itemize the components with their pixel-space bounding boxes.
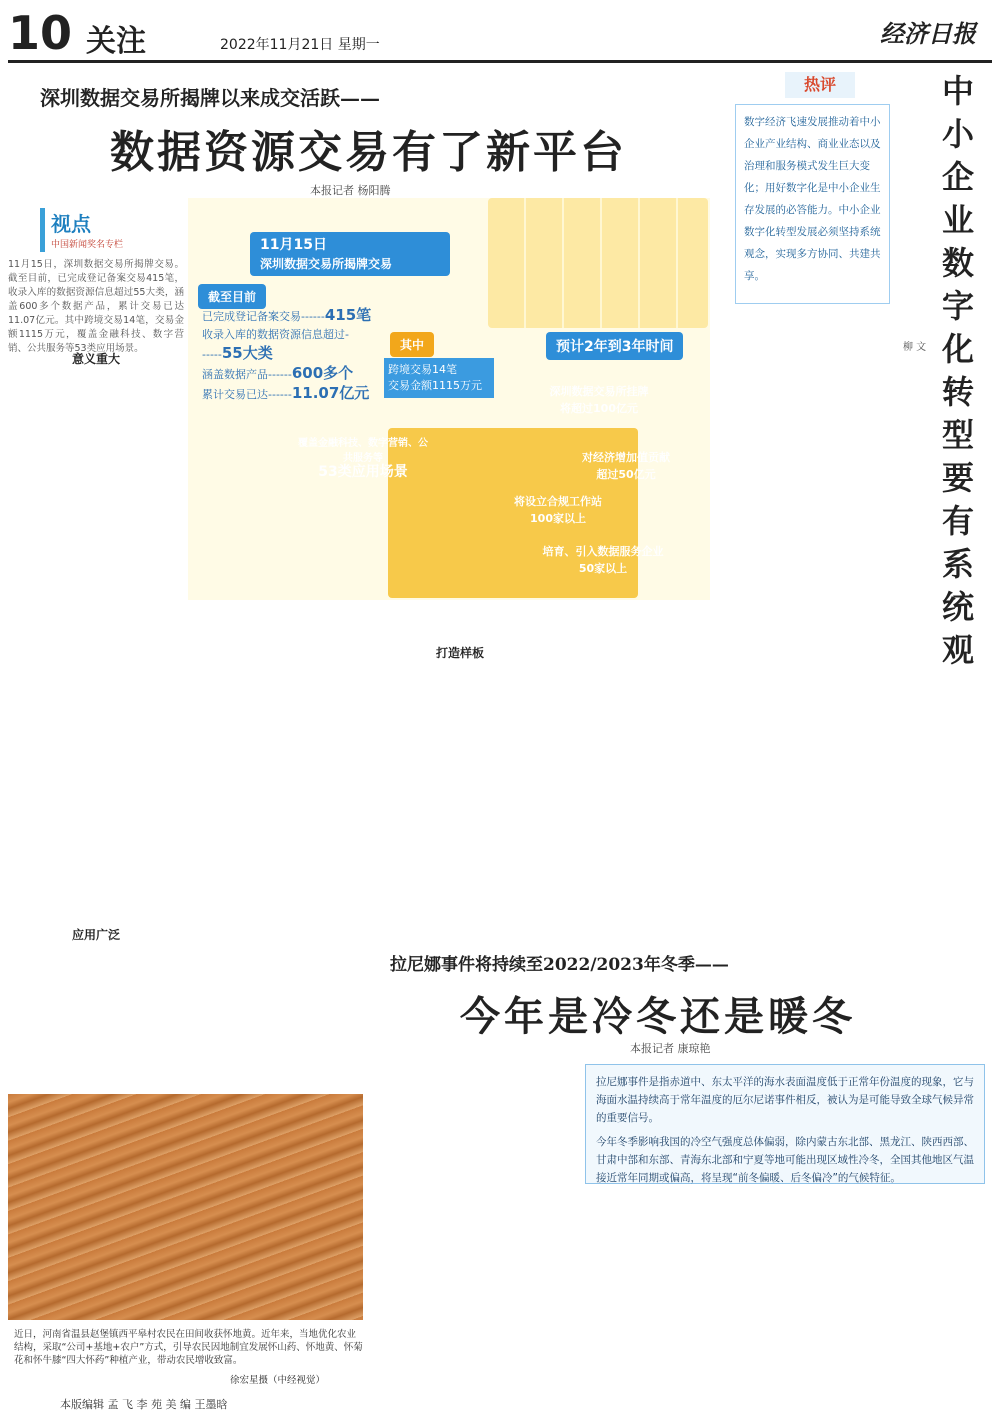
scenes-text: 覆盖金融科技、数字营销、公共服务等: [298, 438, 428, 464]
second-title: 今年是冷冬还是暖冬: [460, 993, 856, 1040]
cross-amount: 交易金额1115万元: [388, 379, 482, 392]
stat-value: 55大类: [221, 344, 273, 362]
stat-label: 累计交易已达------: [202, 388, 292, 401]
issue-date: 2022年11月21日 星期一: [220, 37, 380, 53]
cross-trade: 跨境交易14笔: [388, 363, 457, 376]
summary-point: 今年冬季影响我国的冷空气强度总体偏弱，除内蒙古东北部、黑龙江、陕西西部、甘肃中部和东部、青海东北部和宁夏等地可能出现区域性冷冬，全国其他地区气温接近常年同期或偏高，将呈现“前冬偏暖、后冬偏冷”的气候特征。: [596, 1136, 974, 1184]
stat-value: 11.07亿元: [291, 384, 370, 402]
summary-point: 拉尼娜事件是指赤道中、东太平洋的海水表面温度低于正常年份温度的现象，它与海面水温持续高于常年温度的厄尔尼诺事件相反，被认为是可能导致全球气候异常的重要信号。: [596, 1076, 974, 1124]
editor-credits: 本版编辑 孟 飞 李 苑 美 编 王墨晗: [60, 1398, 228, 1411]
lead-subtitle: 深圳数据交易所揭牌以来成交活跃——: [40, 86, 380, 110]
as-of-tag: 截至目前: [198, 284, 266, 309]
section-heading-3: 打造样板: [435, 646, 484, 660]
scenes-value: 53类应用场景: [318, 464, 408, 480]
stat-label: 收录入库的数据资源信息超过------: [202, 328, 349, 361]
section-name: 关注: [86, 24, 146, 59]
date-line-1: 11月15日: [260, 237, 327, 253]
goal-item: 将设立合规工作站 100家以上: [514, 495, 602, 525]
section-heading-1: 意义重大: [71, 352, 120, 366]
commentary-author: 柳 文: [903, 342, 927, 353]
commentary-title: 中小企业数字化转型要有系统观: [941, 72, 974, 669]
commentary-badge: 热评: [785, 72, 855, 98]
of-which-tag: 其中: [390, 332, 434, 357]
section-heading-2: 应用广泛: [71, 928, 120, 942]
second-byline: 本报记者 康琼艳: [630, 1042, 711, 1055]
second-subtitle: 拉尼娜事件将持续至2022/2023年冬季——: [390, 955, 729, 975]
stat-row: [202, 382, 369, 403]
photo-credit: 徐宏星摄（中经视觉）: [230, 1375, 326, 1386]
farm-photo: [8, 1094, 363, 1320]
commentary: [735, 72, 890, 312]
stat-value: 600多个: [291, 364, 354, 382]
infographic: [188, 198, 710, 600]
date-banner: [250, 232, 450, 276]
second-summary-box: [585, 1064, 985, 1184]
lead-byline: 本报记者 杨阳腾: [310, 184, 391, 197]
stat-label: 涵盖数据产品------: [202, 368, 292, 381]
column-label-sub: 中国新闻奖名专栏: [51, 240, 124, 250]
goal-item: 深圳数据交易所挂牌 将超过100亿元: [549, 385, 649, 415]
column-label-text: 视点: [51, 212, 91, 236]
stat-row: [202, 326, 352, 363]
stat-row: [202, 304, 371, 325]
column-label: [40, 208, 130, 252]
stat-row: [202, 362, 353, 383]
photo-caption: 近日，河南省温县赵堡镇西平皋村农民在田间收获怀地黄。近年来，当地优化农业结构，采取“公司+基地+农户”方式，引导农民因地制宜发展怀山药、怀地黄、怀菊花和怀牛膝“四大怀药”种植产业，带动农民增收致富。: [14, 1329, 363, 1366]
header-rule: [8, 60, 992, 63]
decor-cubes: [488, 198, 708, 328]
cross-border-box: [384, 358, 494, 398]
expected-banner: 预计2年到3年时间: [546, 332, 683, 360]
stat-value: 415笔: [324, 306, 372, 324]
lead-intro: 11月15日，深圳数据交易所揭牌交易。截至目前，已完成登记备案交易415笔，收录入库的数据资源信息超过55大类，涵盖600多个数据产品，累计交易已达11.07亿元。其中跨境交易14笔，交易金额1115万元，覆盖金融科技、数字营销、公共服务等53类应用场景。: [8, 259, 184, 354]
date-line-2: 深圳数据交易所揭牌交易: [260, 256, 393, 271]
stat-label: 已完成登记备案交易------: [202, 310, 325, 323]
page-number: 10: [8, 6, 73, 60]
goal-item: 培育、引入数据服务企业 50家以上: [542, 545, 664, 575]
lead-title: 数据资源交易有了新平台: [110, 127, 627, 178]
goal-item: 对经济增加值贡献 超过50亿元: [582, 451, 670, 481]
commentary-summary: 数字经济飞速发展推动着中小企业产业结构、商业业态以及治理和服务模式发生巨大变化；用好数字化是中小企业生存发展的必答能力。中小企业数字化转型发展必须坚持系统观念，实现多方协同、共建共享。: [735, 104, 890, 304]
newspaper-logo: 经济日报: [880, 19, 976, 48]
